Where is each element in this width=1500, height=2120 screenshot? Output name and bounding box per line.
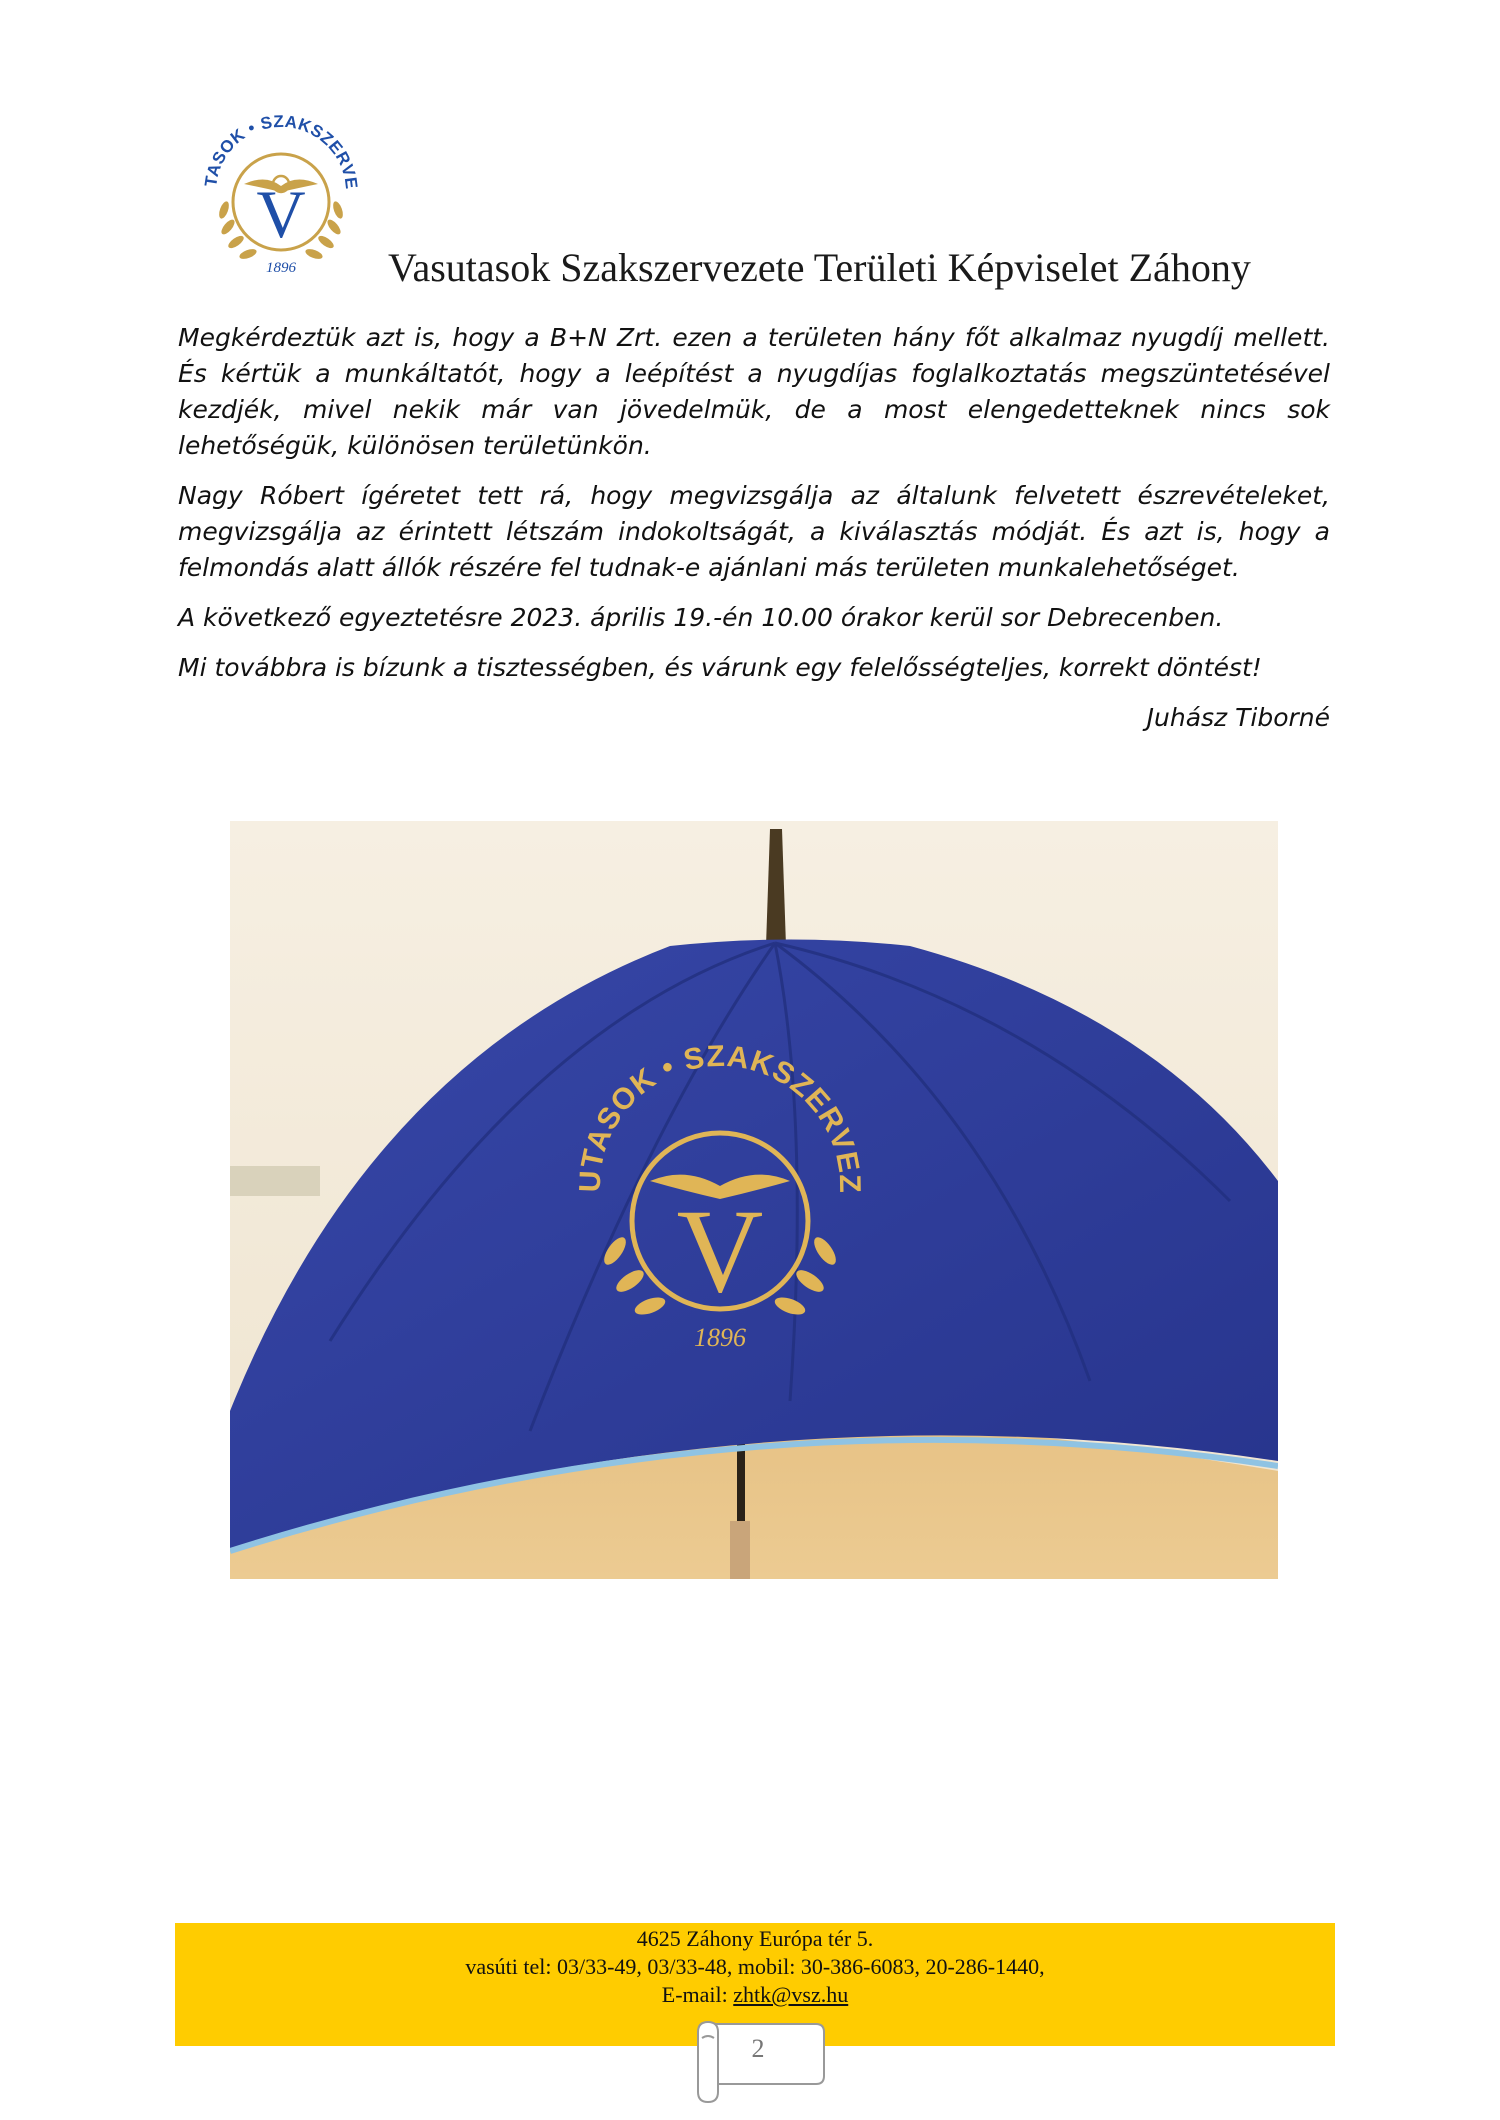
footer-address: 4625 Záhony Európa tér 5. bbox=[636, 1926, 874, 1951]
svg-text:1896: 1896 bbox=[694, 1323, 746, 1352]
signature: Juhász Tiborné bbox=[1146, 703, 1330, 732]
paragraph-1: Megkérdeztük azt is, hogy a B+N Zrt. ezen a területen hány főt alkalmaz nyugdíj mellett. És kértük a munkáltatót, hogy a leépítést a nyugdíjas foglalkoztatás megszüntetésével kezdjék, mivel nekik már van jövedelmük, de a most elengedetteknek nincs sok lehetőségük, különösen területünkön. bbox=[178, 323, 1330, 460]
svg-text:V: V bbox=[676, 1184, 764, 1317]
svg-text:1896: 1896 bbox=[266, 260, 296, 276]
svg-text:VASUTASOK • SZAKSZERVEZETE: UTASOK • SZAKSZERVEZ bbox=[573, 1039, 867, 1194]
paragraph-4: Mi továbbra is bízunk a tisztességben, és várunk egy felelősségteljes, korrekt döntést! bbox=[178, 653, 1262, 682]
paragraph-2: Nagy Róbert ígéretet tett rá, hogy megvizsgálja az általunk felvetett észrevételeket, megvizsgálja az érintett létszám indokoltságát, a kiválasztás módját. És azt is, hogy a felmondás alatt állók részére fel tudnak-e ajánlani más területen munkalehetőséget. bbox=[178, 481, 1330, 582]
umbrella-photo bbox=[230, 821, 1278, 1579]
footer-email-label: E-mail: bbox=[661, 1982, 734, 2007]
page-title: Vasutasok Szakszervezete Területi Képviselet Záhony bbox=[388, 245, 1251, 290]
footer-email-link[interactable]: zhtk@vsz.hu bbox=[733, 1982, 849, 2007]
article-body bbox=[178, 320, 1330, 750]
svg-text:VASUTASOK • SZAKSZERVEZETE: TASOK • SZAKSZERVE bbox=[201, 111, 362, 191]
svg-text:V: V bbox=[256, 176, 306, 252]
footer-phones: vasúti tel: 03/33-49, 03/33-48, mobil: 30-386-6083, 20-286-1440, bbox=[465, 1954, 1045, 1979]
footer-email-line bbox=[175, 1981, 1335, 2009]
paragraph-3: A következő egyeztetésre 2023. április 19.-én 10.00 órakor kerül sor Debrecenben. bbox=[178, 603, 1224, 632]
union-logo bbox=[186, 92, 376, 282]
page-number-badge bbox=[688, 2014, 828, 2104]
page-number: 2 bbox=[751, 2034, 765, 2063]
